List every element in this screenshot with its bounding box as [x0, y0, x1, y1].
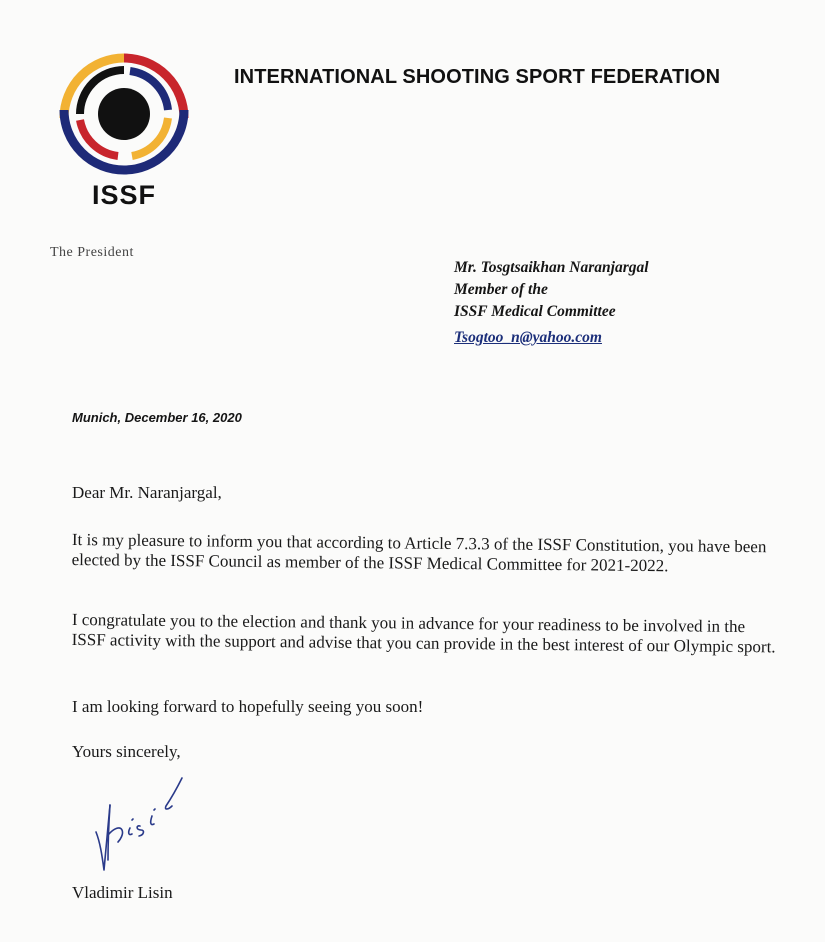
logo-wordmark: ISSF	[91, 180, 156, 210]
handwritten-signature	[92, 770, 222, 880]
organization-title: INTERNATIONAL SHOOTING SPORT FEDERATION	[234, 66, 721, 88]
letter-date: Munich, December 16, 2020	[72, 410, 242, 425]
paragraph-closing-wish: I am looking forward to hopefully seeing you soon!	[72, 697, 424, 716]
recipient-email-link[interactable]: Tsogtoo_n@yahoo.com	[454, 329, 602, 346]
target-rings-icon	[54, 48, 194, 178]
paragraph-congratulations: I congratulate you to the election and thank you in advance for your readiness to be involved in the ISSF activity with the support and advise that you can provide in the best interest of our Olympic sport.	[71, 610, 776, 657]
recipient-name: Mr. Tosgtsaikhan Naranjargal	[454, 259, 649, 276]
recipient-role-line2: ISSF Medical Committee	[454, 303, 616, 320]
closing-salutation: Yours sincerely,	[72, 742, 181, 761]
signatory-name: Vladimir Lisin	[72, 883, 173, 902]
paragraph-election: It is my pleasure to inform you that according to Article 7.3.3 of the ISSF Constitution, you have been elected by the ISSF Council as member of the ISSF Medical Committee for 2021-2022.	[71, 530, 767, 576]
office-label: The President	[50, 245, 134, 260]
recipient-role-line1: Member of the	[454, 281, 548, 298]
issf-logo	[54, 48, 194, 218]
recipient-block	[454, 257, 649, 349]
greeting: Dear Mr. Naranjargal,	[72, 483, 222, 502]
